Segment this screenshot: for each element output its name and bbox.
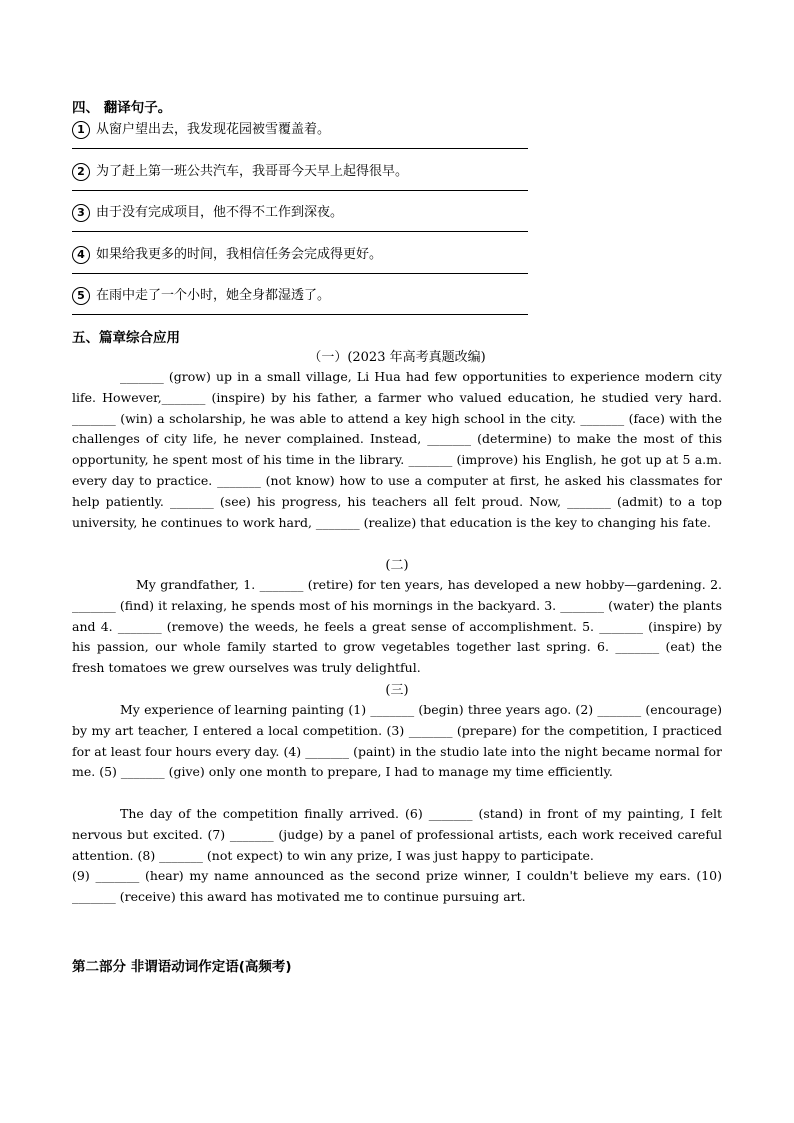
item-number: 2 <box>72 163 90 181</box>
answer-line[interactable] <box>72 314 528 315</box>
translation-item-5 <box>72 284 532 305</box>
item-number: 3 <box>72 204 90 222</box>
passage-3-paragraph-2: The day of the competition finally arrived. (6) _______ (stand) in front of my painting, I felt nervous but excited. (7) _______ (judge) by a panel of professional artists, each work received careful attention. (8) _______ (not expect) to win any prize, I was just happy to participate. <box>72 806 722 863</box>
section-4-heading: 四、 翻译句子。 <box>72 100 172 116</box>
passage-3-paragraph-3: (9) _______ (hear) my name announced as the second prize winner, I couldn't believe my ears. (10) _______ (receive) this award has motivated me to continue pursuing art. <box>72 868 722 904</box>
item-text: 在雨中走了一个小时，她全身都湿透了。 <box>96 288 331 303</box>
answer-line[interactable] <box>72 190 528 191</box>
item-text: 由于没有完成项目，他不得不工作到深夜。 <box>96 205 344 220</box>
item-number: 5 <box>72 287 90 305</box>
item-number: 1 <box>72 121 90 139</box>
translation-item-3 <box>72 201 532 222</box>
translation-item-1 <box>72 118 532 139</box>
passage-1-text: _______ (grow) up in a small village, Li Hua had few opportunities to experience modern city life. However,_______ (inspire) by his father, a farmer who valued education, he studied very hard. _______ (win) a scholarship, he was able to attend a key high school in the city. _______ (face) with the challenges of city life, he never complained. Instead, _______ (determine) to make the most of this opportunity, he spent most of his time in the library. _______ (improve) his English, he got up at 5 a.m. every day to practice. _______ (not know) how to use a computer at first, he asked his classmates for help patiently. _______ (see) his progress, his teachers all felt proud. Now, _______ (admit) to a top university, he continues to work hard, _______ (realize) that education is the key to changing his fate. <box>72 369 722 530</box>
section-5-heading: 五、篇章综合应用 <box>72 330 180 346</box>
passage-1-title: （一）(2023 年高考真题改编) <box>308 350 486 365</box>
passage-2-title: (二) <box>385 558 409 573</box>
item-text: 如果给我更多的时间，我相信任务会完成得更好。 <box>96 247 383 262</box>
answer-line[interactable] <box>72 273 528 274</box>
item-text: 从窗户望出去，我发现花园被雪覆盖着。 <box>96 122 331 137</box>
passage-3-paragraph-1: My experience of learning painting (1) _______ (begin) three years ago. (2) _______ (encourage) by my art teacher, I entered a local competition. (3) _______ (prepare) for the competition, I practiced for at least four hours every day. (4) _______ (paint) in the studio late into the night became normal for me. (5) _______ (give) only one month to prepare, I had to manage my time efficiently. <box>72 702 722 780</box>
answer-line[interactable] <box>72 148 528 149</box>
answer-line[interactable] <box>72 231 528 232</box>
item-number: 4 <box>72 246 90 264</box>
passage-3-title: (三) <box>385 683 409 698</box>
item-text: 为了赶上第一班公共汽车，我哥哥今天早上起得很早。 <box>96 164 409 179</box>
translation-item-2 <box>72 160 532 181</box>
translation-item-4 <box>72 243 532 264</box>
part-2-heading: 第二部分 非谓语动词作定语(高频考) <box>72 959 292 975</box>
passage-2-text: My grandfather, 1. _______ (retire) for ten years, has developed a new hobby—gardening. 2. _______ (find) it relaxing, he spends most of his mornings in the backyard. 3. _______ (water) the plants and 4. _______ (remove) the weeds, he feels a great sense of accomplishment. 5. _______ (inspire) by his passion, our whole family started to grow vegetables together last spring. 6. _______ (eat) the fresh tomatoes we grew ourselves was truly delightful. <box>72 577 722 676</box>
